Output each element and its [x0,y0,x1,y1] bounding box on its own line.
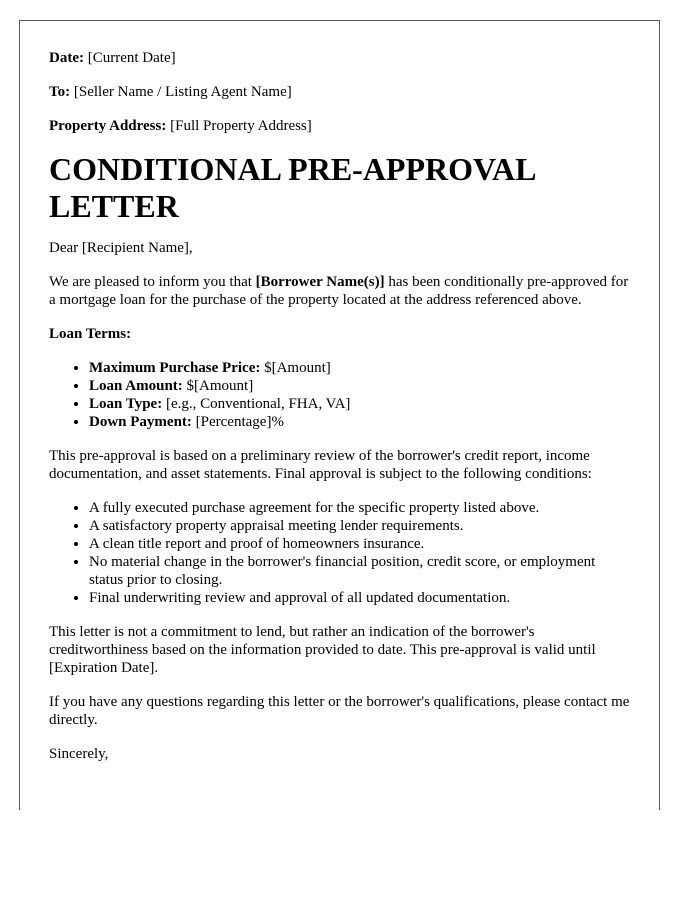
loan-term-label: Loan Type: [89,396,163,412]
condition-item: • Final underwriting review and approval of all updated documentation. [89,589,630,607]
salutation: Dear [Recipient Name], [49,240,193,256]
loan-term-value: [e.g., Conventional, FHA, VA] [162,396,351,412]
loan-term-value: $[Amount] [182,378,254,394]
condition-item: • A clean title report and proof of homeowners insurance. [89,535,630,553]
condition-item: • A fully executed purchase agreement for the specific property listed above. [89,499,630,517]
loan-term-label: Down Payment: [89,414,192,430]
conditions-intro: This pre-approval is based on a preliminary review of the borrower's credit report, income documentation, and asset statements. Final approval is subject to the following conditions: [49,448,592,482]
intro-text-after: has been conditionally pre-approved for a mortgage loan for the purchase of the property located at the address referenced above. [49,274,629,308]
to-label: To: [49,84,71,100]
to-value: [Seller Name / Listing Agent Name] [73,84,292,100]
intro-paragraph [49,273,630,309]
loan-term-item [89,377,630,395]
loan-term-value: $[Amount] [260,360,331,376]
loan-term-label: Loan Amount: [89,378,183,394]
recipient-line [49,83,630,101]
loan-term-label: Maximum Purchase Price: [89,360,261,376]
borrower-name: [Borrower Name(s)] [255,274,385,290]
loan-term-item [89,413,630,431]
property-address-label: Property Address: [49,118,167,134]
conditions-list [49,499,630,607]
intro-text-before: We are pleased to inform you that [49,274,256,290]
disclaimer-paragraph: This letter is not a commitment to lend, but rather an indication of the borrower's creditworthiness based on the information provided to date. This pre-approval is valid until [Expiration Date]. [49,624,596,676]
date-value: [Current Date] [87,50,176,66]
date-label: Date: [49,50,84,66]
closing: Sincerely, [49,746,109,762]
loan-term-value: [Percentage]% [191,414,284,430]
date-line [49,49,630,67]
letter-title: CONDITIONAL PRE-APPROVAL LETTER [49,151,535,224]
letter-document [19,20,660,810]
contact-paragraph: If you have any questions regarding this letter or the borrower's qualifications, please contact me directly. [49,694,630,728]
loan-terms-list [49,359,630,431]
loan-term-item [89,359,630,377]
condition-item: • A satisfactory property appraisal meeting lender requirements. [89,517,630,535]
property-address-line [49,117,630,135]
property-address-value: [Full Property Address] [170,118,312,134]
loan-term-item [89,395,630,413]
condition-item: • No material change in the borrower's financial position, credit score, or employment status prior to closing. [89,553,630,589]
loan-terms-heading: Loan Terms: [49,326,132,342]
